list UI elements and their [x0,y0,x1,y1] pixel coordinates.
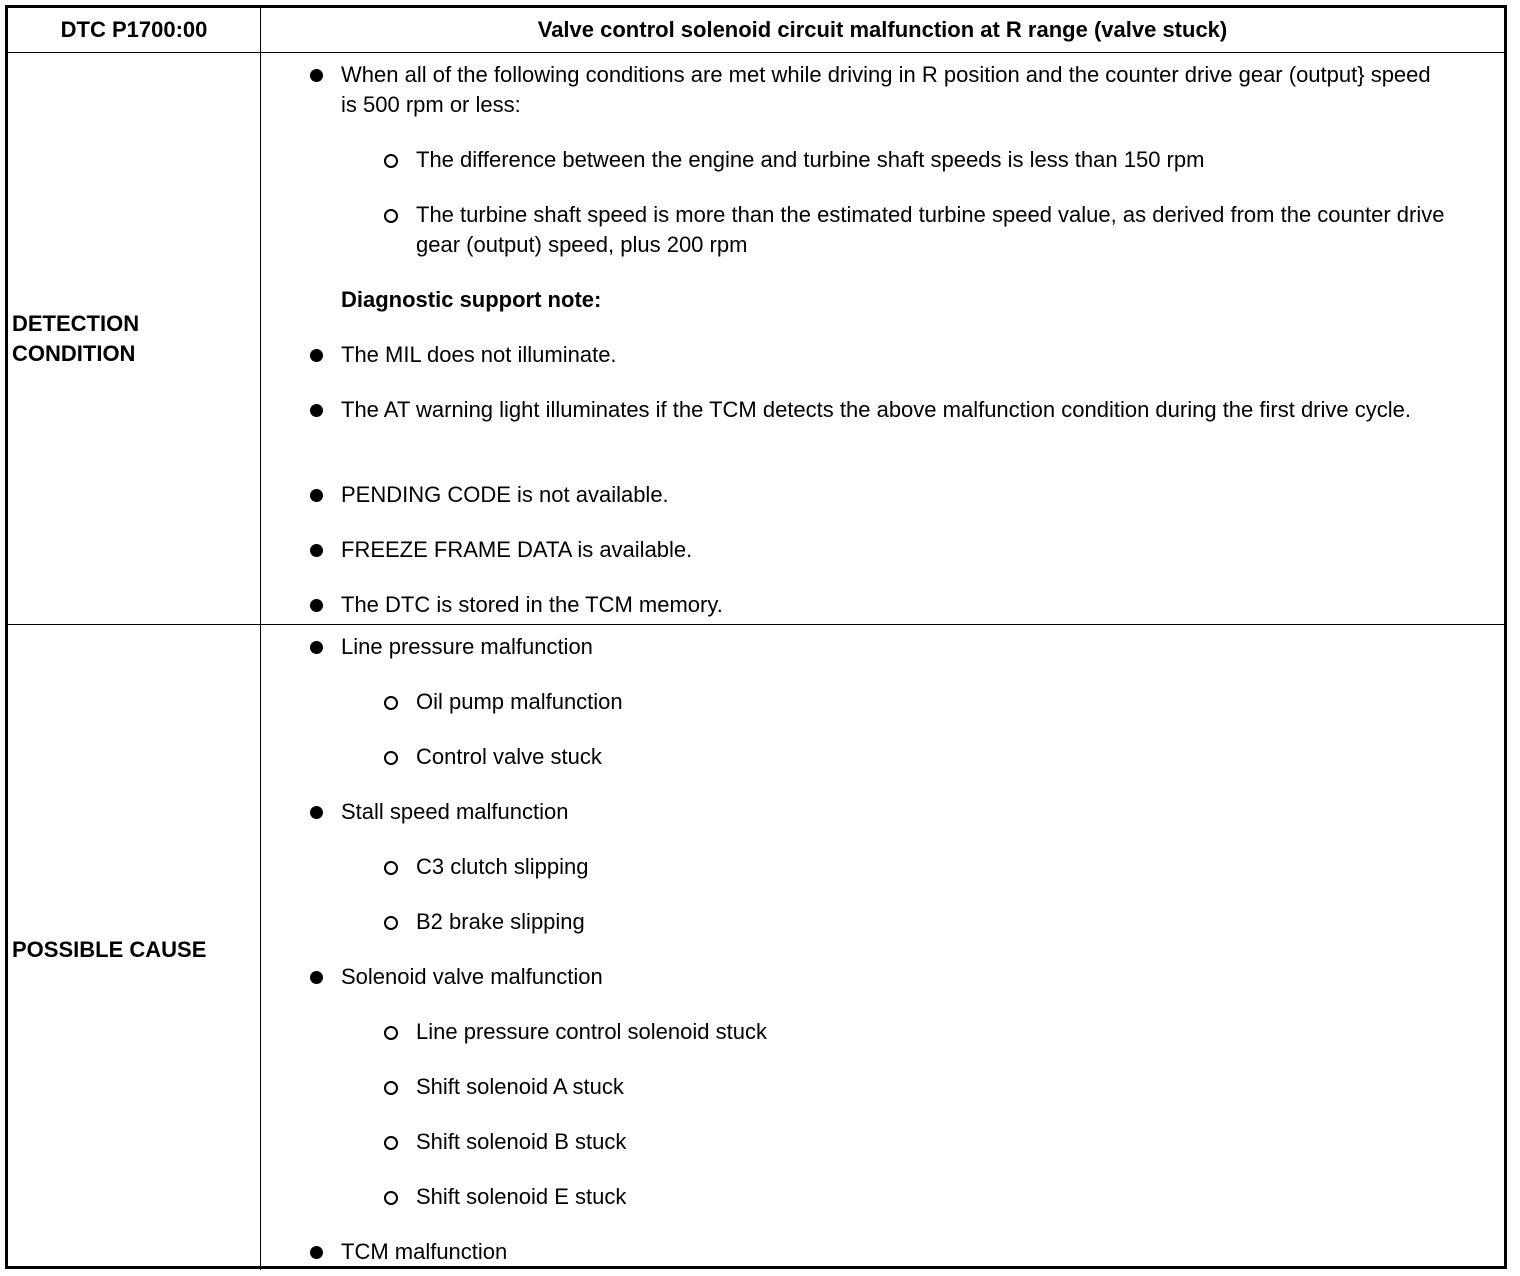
bullet-icon [310,69,323,82]
bullet-icon [310,489,323,502]
circle-bullet-icon [384,1136,398,1150]
possible-cause-row [8,625,1504,1270]
list-item: Oil pump malfunction [416,687,1466,717]
circle-bullet-icon [384,1081,398,1095]
bullet-icon [310,599,323,612]
list-item: Control valve stuck [416,742,1466,772]
detection-label-cell [8,52,261,624]
list-item: Stall speed malfunction [341,797,1451,827]
cause-content [261,625,1504,1270]
list-item: The AT warning light illuminates if the TCM detects the above malfunction condition during the first drive cycle. [341,395,1451,425]
circle-bullet-icon [384,154,398,168]
bullet-icon [310,349,323,362]
list-item: The turbine shaft speed is more than the estimated turbine speed value, as derived from the counter drive gear (output) speed, plus 200 rpm [416,200,1466,260]
list-item: Shift solenoid E stuck [416,1182,1466,1212]
list-item: The difference between the engine and turbine shaft speeds is less than 150 rpm [416,145,1466,175]
dtc-table [5,5,1507,1269]
bullet-icon [310,544,323,557]
detection-label: DETECTION CONDITION [12,311,140,366]
diagnostic-support-note: Diagnostic support note: [341,287,602,312]
circle-bullet-icon [384,1026,398,1040]
bullet-icon [310,1246,323,1259]
list-item: Line pressure control solenoid stuck [416,1017,1466,1047]
list-item: Line pressure malfunction [341,632,1451,662]
circle-bullet-icon [384,1191,398,1205]
circle-bullet-icon [384,209,398,223]
bullet-icon [310,971,323,984]
detection-condition-row [8,52,1504,625]
list-item: When all of the following conditions are met while driving in R position and the counter drive gear (output} speed is 500 rpm or less: [341,60,1451,120]
header-row [8,8,1504,53]
list-item: B2 brake slipping [416,907,1466,937]
cause-label-cell [8,625,261,1270]
list-item: FREEZE FRAME DATA is available. [341,535,1451,565]
circle-bullet-icon [384,696,398,710]
list-item: Shift solenoid B stuck [416,1127,1466,1157]
bullet-icon [310,641,323,654]
list-item: C3 clutch slipping [416,852,1466,882]
detection-content [261,52,1504,624]
bullet-icon [310,404,323,417]
circle-bullet-icon [384,751,398,765]
dtc-title: Valve control solenoid circuit malfunction at R range (valve stuck) [537,17,1228,42]
bullet-icon [310,806,323,819]
list-item: The MIL does not illuminate. [341,340,1451,370]
list-item: Shift solenoid A stuck [416,1072,1466,1102]
circle-bullet-icon [384,861,398,875]
list-item: TCM malfunction [341,1237,1451,1267]
dtc-code: DTC P1700:00 [8,8,261,52]
list-item: The DTC is stored in the TCM memory. [341,590,1451,620]
list-item: Solenoid valve malfunction [341,962,1451,992]
cause-label: POSSIBLE CAUSE [12,937,207,962]
list-item: PENDING CODE is not available. [341,480,1451,510]
circle-bullet-icon [384,916,398,930]
